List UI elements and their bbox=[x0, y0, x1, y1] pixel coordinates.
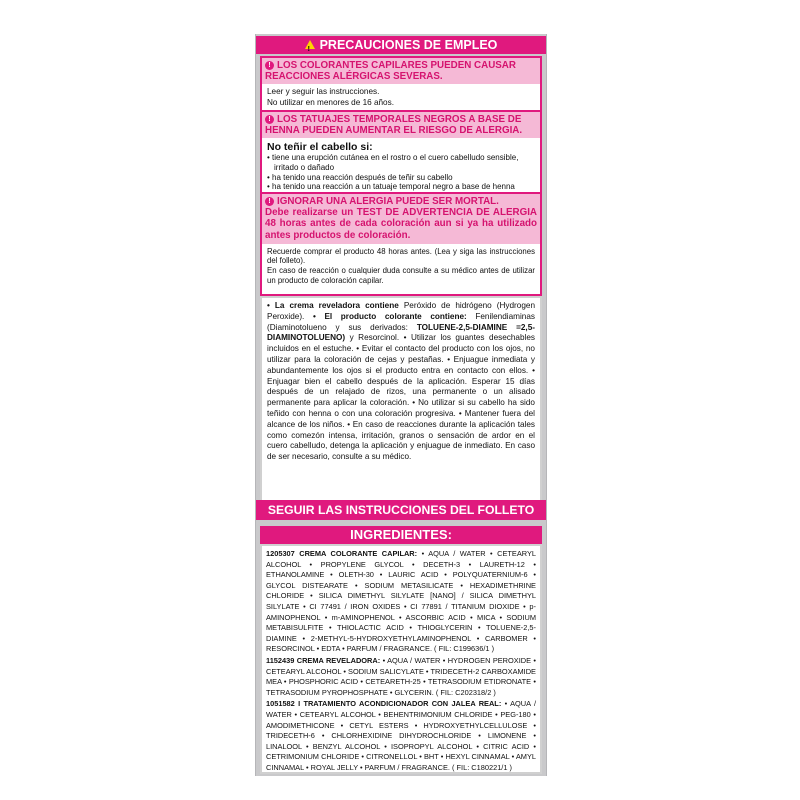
detail-text: • No utilizar si su cabello ha sido teñido con henna o con una coloración progresiva. bbox=[267, 398, 535, 418]
detail-text: • Evitar el contacto del producto con los ojos, no utilizar para la coloración de cejas y pestañas. bbox=[267, 344, 535, 364]
warning-henna bbox=[262, 112, 540, 138]
recuerde-text: Recuerde comprar el producto 48 horas antes. (Lea y siga las instrucciones del folleto). bbox=[267, 246, 535, 266]
folleto-banner bbox=[256, 500, 546, 520]
ingredient-block-tratamiento bbox=[266, 699, 536, 773]
detail-text: y Resorcinol. bbox=[349, 333, 400, 343]
ingredient-list: • AQUA / WATER • CETEARYL ALCOHOL • PROPYLENE GLYCOL • DECETH-3 • LAURETH-12 • ETHANOLAMINE • OLETH-30 • LAURIC ACID • POLYQUATERNIUM-6 • GLYCOL DISTEARATE • SODIUM METASILICATE • HEXADIMETHRINE CHLORIDE • SILICA DIMETHYL SILYLATE [NANO] / SILICA DIMETHYL SILYLATE • CI 77491 / IRON OXIDES • CI 77891 / TITANIUM DIOXIDE • p-AMINOPHENOL • m-AMINOPHENOL • ASCORBIC ACID • MICA • SODIUM METABISULFITE • THIOLACTIC ACID • THIOGLYCERIN • TOLUENE-2,5-DIAMINE • 2-METHYL-5-HYDROXYETHYLAMINOPHENOL • CARBOMER • RESORCINOL • EDTA • PARFUM / FRAGRANCE. ( FIL: C199636/1 ) bbox=[266, 549, 536, 654]
detail-text: • Mantener fuera del alcance de los niños. bbox=[267, 408, 536, 429]
alert-icon: ! bbox=[265, 197, 274, 206]
ingredient-list: • AQUA / WATER • HYDROGEN PEROXIDE • CETEARYL ALCOHOL • SODIUM SALICYLATE • TRIDECETH-2 CARBOXAMIDE MEA • PHOSPHORIC ACID • CETEARETH-25 • TETRASODIUM ETIDRONATE • TETRASODIUM PYROPHOSPHATE • GLYCERIN. ( FIL: C202318/2 ) bbox=[266, 655, 536, 697]
detail-text: • En caso de reacciones durante la aplicación tales como comezón intensa, irritación, granos o sensación de ardor en el cuero cabelludo, detenga la aplicación y enjuague de inmediato. En caso de ser necesario, consulte a su médico. bbox=[267, 419, 535, 462]
no-tenir-item: • ha tenido una reacción después de teñir su cabello bbox=[267, 172, 453, 182]
age-limit-text: No utilizar en menores de 16 años. bbox=[267, 97, 394, 107]
detail-text: Fenilendiaminas (Diaminotolueno y sus derivados: bbox=[267, 311, 535, 332]
read-instructions-text: Leer y seguir las instrucciones. bbox=[267, 87, 380, 96]
caso-reaccion-text: En caso de reacción o cualquier duda consulte a su médico antes de utilizar un producto de coloración capilar. bbox=[267, 266, 535, 285]
warning-mortal-title: IGNORAR UNA ALERGIA PUEDE SER MORTAL. bbox=[277, 196, 499, 207]
warning-text-2: LOS TATUAJES TEMPORALES NEGROS A BASE DE HENNA PUEDEN AUMENTAR EL RIESGO DE ALERGIA. bbox=[265, 114, 523, 136]
ingredient-title: 1152439 CREMA REVELADORA: bbox=[266, 655, 381, 665]
details-text bbox=[262, 298, 540, 466]
allergy-test-text: Debe realizarse un TEST DE ADVERTENCIA DE ALERGIA 48 horas antes de cada coloración aun si ya ha utilizado antes productos de coloración. bbox=[265, 207, 537, 241]
folleto-text: SEGUIR LAS INSTRUCCIONES DEL FOLLETO bbox=[267, 503, 535, 517]
no-tenir-item: • ha tenido una reacción a un tatuaje temporal negro a base de henna bbox=[267, 182, 515, 192]
alert-icon: ! bbox=[265, 61, 274, 70]
details-box bbox=[260, 296, 542, 504]
detail-text: Peróxido de hidrógeno (Hydrogen Peroxide). bbox=[267, 301, 535, 321]
detail-text: Esperar 15 días después de un relajado de rizos, una permanente o un alisado permanente para aplicar la coloración. bbox=[267, 376, 535, 408]
warning-box-mortal bbox=[260, 192, 542, 296]
alert-icon: ! bbox=[265, 115, 274, 124]
ingredients-box bbox=[260, 544, 542, 774]
ingredients-header bbox=[260, 526, 542, 544]
ingredient-title: 1051582 I TRATAMIENTO ACONDICIONADOR CON JALEA REAL: bbox=[266, 699, 502, 709]
ingredient-block-reveladora bbox=[266, 656, 536, 698]
precautions-header bbox=[256, 36, 546, 54]
no-tenir-title: No teñir el cabello si: bbox=[267, 141, 373, 153]
detail-bold: • El producto colorante contiene: bbox=[312, 311, 467, 321]
detail-bold: TOLUENE-2,5-DIAMINE =2,5-DIAMINOTOLUENO) bbox=[267, 322, 535, 343]
ingredients-title: INGREDIENTES: bbox=[350, 527, 452, 542]
warning-text-1: LOS COLORANTES CAPILARES PUEDEN CAUSAR REACCIONES ALÉRGICAS SEVERAS. bbox=[265, 60, 516, 82]
precautions-title: PRECAUCIONES DE EMPLEO bbox=[319, 38, 498, 52]
detail-text: • Utilizar los guantes desechables incluidos en el estuche. bbox=[267, 333, 535, 354]
ingredient-block-colorante bbox=[266, 549, 536, 655]
label-panel bbox=[255, 34, 547, 776]
warning-allergic-reactions bbox=[262, 58, 540, 84]
warning-icon: ! bbox=[305, 40, 315, 49]
ingredient-list: • AQUA / WATER • CETEARYL ALCOHOL • BEHENTRIMONIUM CHLORIDE • PEG-180 • AMODIMETHICONE • CETYL ESTERS • HYDROXYETHYLCELLULOSE • TRIDECETH-6 • CHLORHEXIDINE DIHYDROCHLORIDE • LIMONENE • LINALOOL • BENZYL ALCOHOL • ISOPROPYL ALCOHOL • CITRIC ACID • CETRIMONIUM CHLORIDE • CITRONELLOL • BHT • HEXYL CINNAMAL • AMYL CINNAMAL • ROYAL JELLY • PARFUM / FRAGRANCE. ( FIL: C180221/1 ) bbox=[266, 699, 536, 772]
ingredient-title: 1205307 CREMA COLORANTE CAPILAR: bbox=[266, 549, 418, 558]
warning-mortal bbox=[262, 194, 540, 244]
read-instructions-block bbox=[262, 84, 540, 109]
detail-text: • Enjuagar bien el cabello después de la aplicación. bbox=[267, 365, 536, 386]
detail-text: • Enjuague inmediata y abundantemente los ojos si el producto entra en contacto con ellos. bbox=[267, 354, 536, 375]
detail-bold: • La crema reveladora contiene bbox=[267, 301, 399, 310]
no-tenir-item: • tiene una erupción cutánea en el rostro o el cuero cabelludo sensible, irritado o dañado bbox=[267, 153, 519, 172]
